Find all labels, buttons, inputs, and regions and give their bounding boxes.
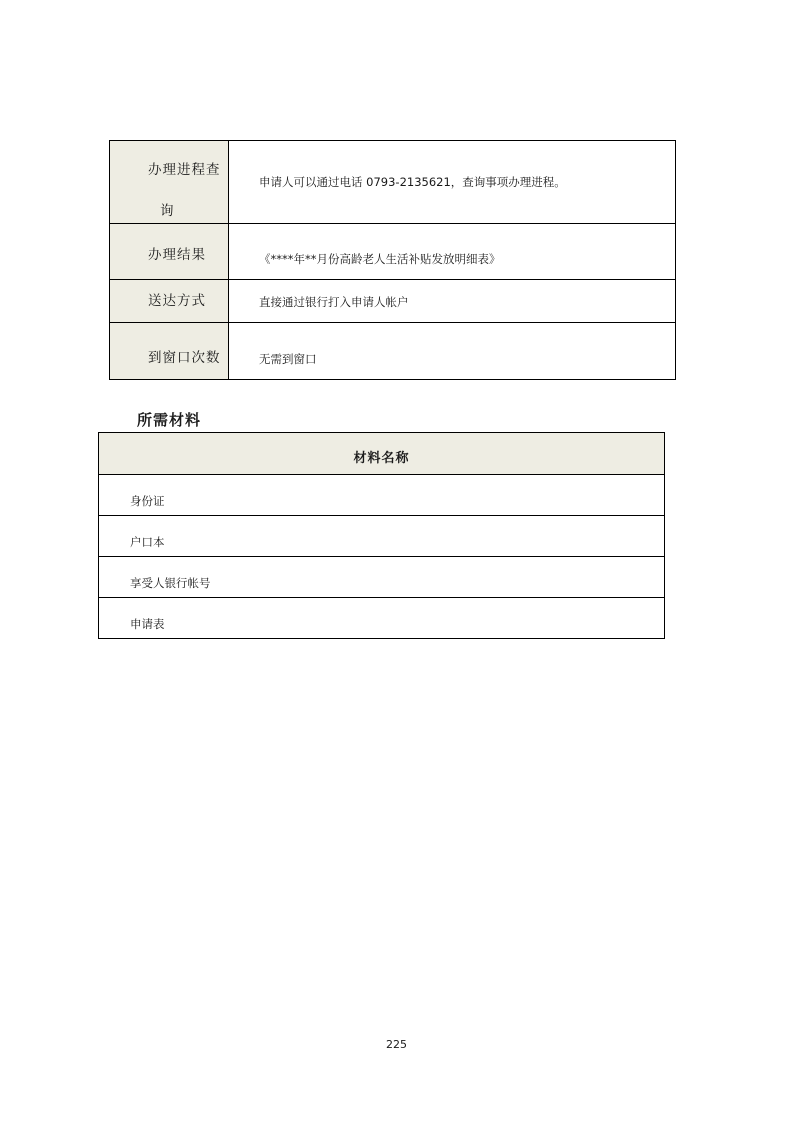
material-item: 申请表 [99,598,665,639]
process-info-table [109,140,676,380]
row-label: 送达方式 [148,293,206,309]
row-label-cell [110,224,229,280]
table-row [110,280,676,323]
material-item: 享受人银行帐号 [99,557,665,598]
row-label-cell [110,280,229,323]
table-header-row [99,433,665,475]
row-value: 《****年**月份高龄老人生活补贴发放明细表》 [229,224,676,280]
row-value: 直接通过银行打入申请人帐户 [229,280,676,323]
material-item: 户口本 [99,516,665,557]
row-label-continued: 询 [160,203,175,219]
row-label: 办理进程查 [148,162,221,178]
row-label: 到窗口次数 [148,350,221,366]
table-row [99,598,665,639]
materials-table [98,432,665,639]
page-number: 225 [386,1038,407,1051]
column-header: 材料名称 [99,433,665,475]
row-value: 申请人可以通过电话 0793-2135621，查询事项办理进程。 [229,141,676,224]
row-label-cell [110,141,229,224]
row-label-cell [110,323,229,380]
table-row [99,516,665,557]
table-row [110,323,676,380]
table-row [99,557,665,598]
table-row [110,224,676,280]
row-label: 办理结果 [148,246,206,263]
table-row [110,141,676,224]
section-title: 所需材料 [137,411,202,429]
row-value: 无需到窗口 [229,323,676,380]
table-row [99,475,665,516]
material-item: 身份证 [99,475,665,516]
